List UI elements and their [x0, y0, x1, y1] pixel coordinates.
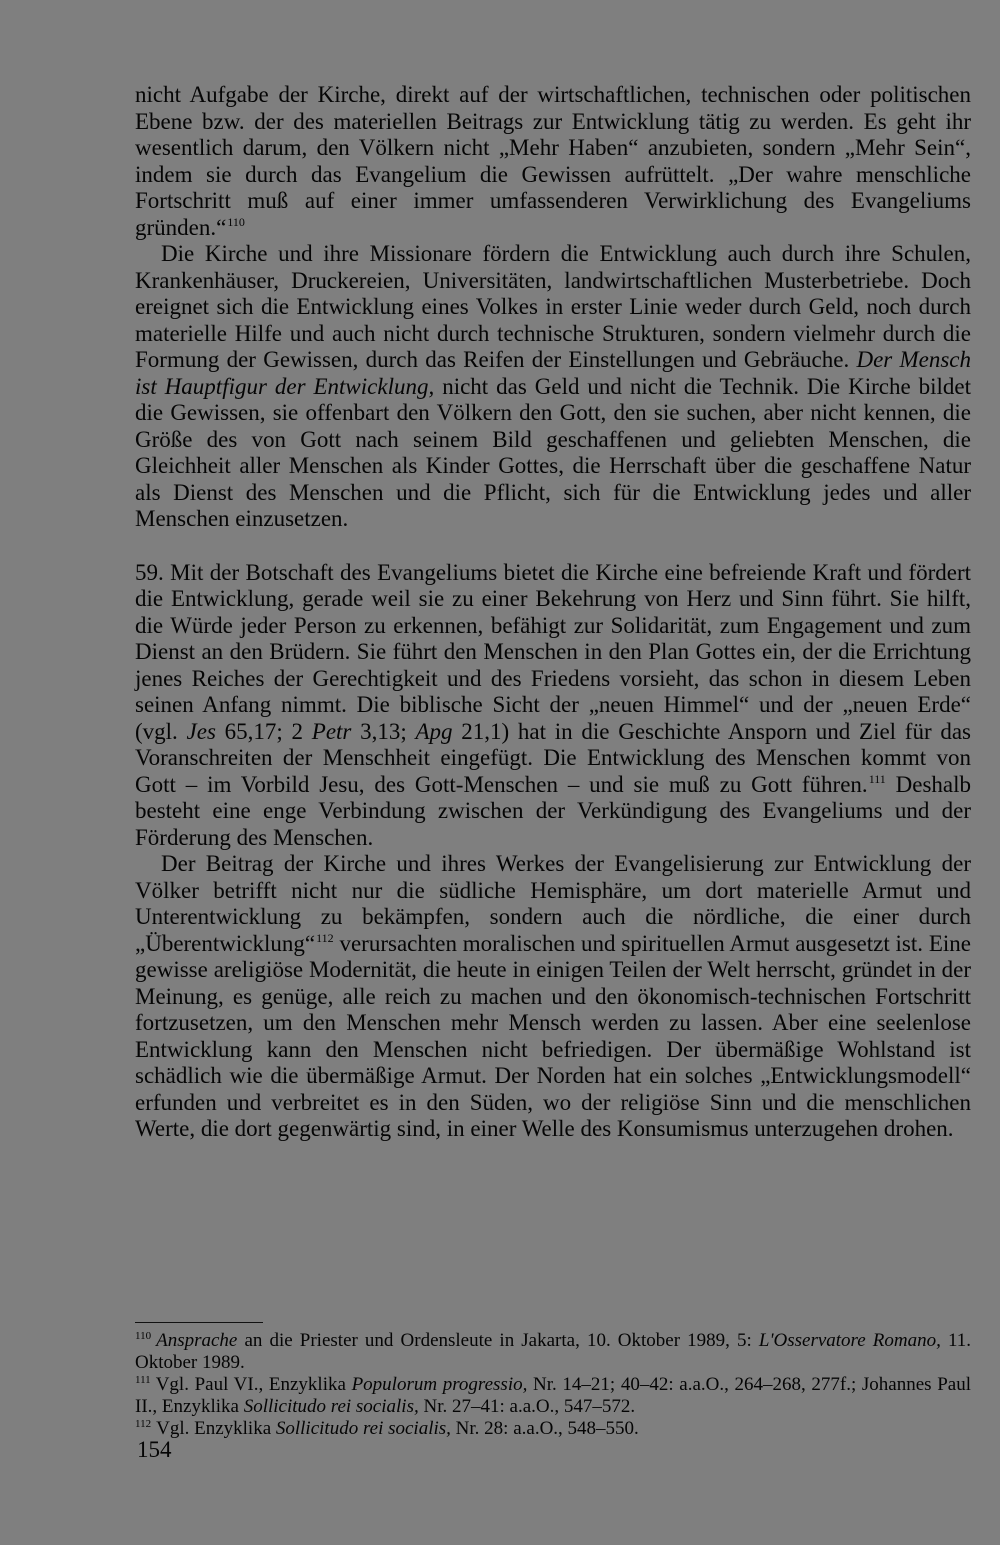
footnote-ref-111: 111 — [868, 771, 886, 786]
paragraph-text: nicht Aufgabe der Kirche, direkt auf der wirtschaftlichen, technischen oder politischen Ebene bzw. der des materiellen Beitrags zur Entwicklung tätig zu werden. Es geht ihr wesentlich darum, den Völkern nicht „Mehr Haben“ anzubieten, sondern „Mehr Sein“, indem sie durch das Evangelium die Gewissen aufrüttelt. „Der wahre menschliche Fortschritt muß auf einer immer umfassenderen Verwirklichung des Evangeliums gründen.“ — [135, 82, 971, 240]
footnote-text: 11. Oktober 1989. — [135, 1330, 972, 1373]
bible-ref-jes: Jes — [186, 718, 216, 744]
footnote-text: Vgl. Paul VI., Enzyklika — [155, 1374, 352, 1395]
footnote-emphasis: Populorum progressio, — [351, 1374, 528, 1395]
footnotes — [135, 1330, 971, 1440]
paragraph-text: Die Kirche und ihre Missionare fördern die Entwicklung auch durch ihre Schulen, Krankenhäuser, Druckereien, Universitäten, landwirtschaftlichen Musterbetriebe. Doch ereignet sich die Entwicklung eines Volkes in erster Linie weder durch Geld, noch durch materielle Hilfe und auch nicht durch technische Strukturen, sondern vielmehr durch die Formung der Gewissen, durch das Reifen der Einstellungen und Gebräuche. — [135, 241, 971, 372]
footnote-text: Nr. 27–41: a.a.O., 547–572. — [418, 1396, 636, 1417]
footnote-text: Vgl. Enzyklika — [156, 1418, 276, 1439]
footnote-text: Nr. 14–21; 40–42: a.a.O., 264–268, 277f.; Johannes Paul II., Enzyklika — [135, 1374, 971, 1417]
footnote-ref-110: 110 — [227, 214, 245, 229]
footnote-number: 110 — [135, 1330, 152, 1342]
footnote-text: Nr. 28: a.a.O., 548–550. — [450, 1418, 639, 1439]
paragraph-text: verursachten moralischen und spirituellen Armut ausgesetzt ist. Eine gewisse areligiöse Modernität, die heute in einigen Teilen der Welt herrscht, gründet in der Meinung, es genüge, alle reich zu machen und den ökonomisch-technischen Fortschritt fortzusetzen, um den Menschen mehr Mensch werden zu lassen. Aber eine seelenlose Entwicklung kann den Menschen nicht befriedigen. Der übermäßige Wohlstand ist schädlich wie die übermäßige Armut. Der Norden hat ein solches „Entwicklungsmodell“ erfunden und verbreitet es in den Süden, wo der religiöse Sinn und die menschlichen Werte, die dort gegenwärtig sind, in einer Welle des Konsumismus unterzugehen drohen. — [135, 930, 971, 1141]
paragraph-4 — [135, 851, 971, 1143]
footnote-text: an die Priester und Ordensleute in Jakarta, 10. Oktober 1989, 5: — [237, 1330, 759, 1351]
page-number: 154 — [137, 1437, 172, 1462]
footnote-emphasis: Ansprache — [156, 1330, 238, 1351]
emphasis-text: Der Mensch ist Hauptfigur der Entwicklung, — [135, 347, 972, 399]
footnote-110 — [135, 1330, 971, 1374]
footnote-emphasis: L'Osservatore Romano, — [758, 1330, 941, 1351]
paragraph-1 — [135, 82, 971, 241]
footnote-number: 111 — [135, 1374, 151, 1386]
footnote-divider — [135, 1322, 263, 1323]
paragraph-text: 3,13; — [351, 718, 416, 744]
paragraph-text: Der Beitrag der Kirche und ihres Werkes der Evangelisierung zur Entwicklung der Völker betrifft nicht nur die südliche Hemisphäre, um dort materielle Armut und Unterentwicklung zu bekämpfen, sondern auch die nördliche, die einer durch „Überentwicklung“ — [135, 851, 971, 956]
footnote-112 — [135, 1418, 971, 1440]
paragraph-text: 59. Mit der Botschaft des Evangeliums bietet die Kirche eine befreiende Kraft und fördert die Entwicklung, gerade weil sie zu einer Bekehrung von Herz und Sinn führt. Sie hilft, die Würde jeder Person zu erkennen, befähigt zur Solidarität, zum Engagement und zum Dienst an den Brüdern. Sie führt den Menschen in den Plan Gottes ein, der die Errichtung jenes Reiches der Gerechtigkeit und des Friedens vorsieht, das schon in diesem Leben seinen Anfang nimmt. Die biblische Sicht der „neuen Himmel“ und der „neuen Erde“ (vgl. — [135, 559, 971, 744]
paragraph-text: 21,1) hat in die Geschichte Ansporn und Ziel für das Voranschreiten der Menschheit eingefügt. Die Entwicklung des Menschen kommt von Gott – im Vorbild Jesu, des Gott-Menschen – und sie muß zu Gott führen. — [135, 718, 972, 797]
paragraph-text: nicht das Geld und nicht die Technik. Die Kirche bildet die Gewissen, sie offenbart den Völkern den Gott, den sie suchen, aber nicht kennen, die Größe des von Gott nach seinem Bild geschaffenen und geliebten Menschen, die Gleichheit aller Menschen als Kinder Gottes, die Herrschaft über die geschaffene Natur als Dienst des Menschen und die Pflicht, sich für die Entwicklung jedes und aller Menschen einzusetzen. — [135, 373, 971, 531]
footnote-111 — [135, 1374, 971, 1418]
paragraph-text: Deshalb besteht eine enge Verbindung zwischen der Verkündigung des Evangeliums und der Förderung des Menschen. — [135, 771, 972, 850]
footnote-ref-112: 112 — [316, 930, 334, 945]
paragraph-text: 65,17; 2 — [215, 718, 312, 744]
footnote-number: 112 — [135, 1418, 152, 1430]
paragraph-2 — [135, 241, 971, 533]
footnote-emphasis: Sollicitudo rei socialis, — [275, 1418, 451, 1439]
paragraph-59 — [135, 560, 971, 852]
footnote-emphasis: Sollicitudo rei socialis, — [243, 1396, 419, 1417]
body-text — [135, 82, 971, 1143]
bible-ref-apg: Apg — [415, 718, 453, 744]
bible-ref-petr: Petr — [311, 718, 352, 744]
